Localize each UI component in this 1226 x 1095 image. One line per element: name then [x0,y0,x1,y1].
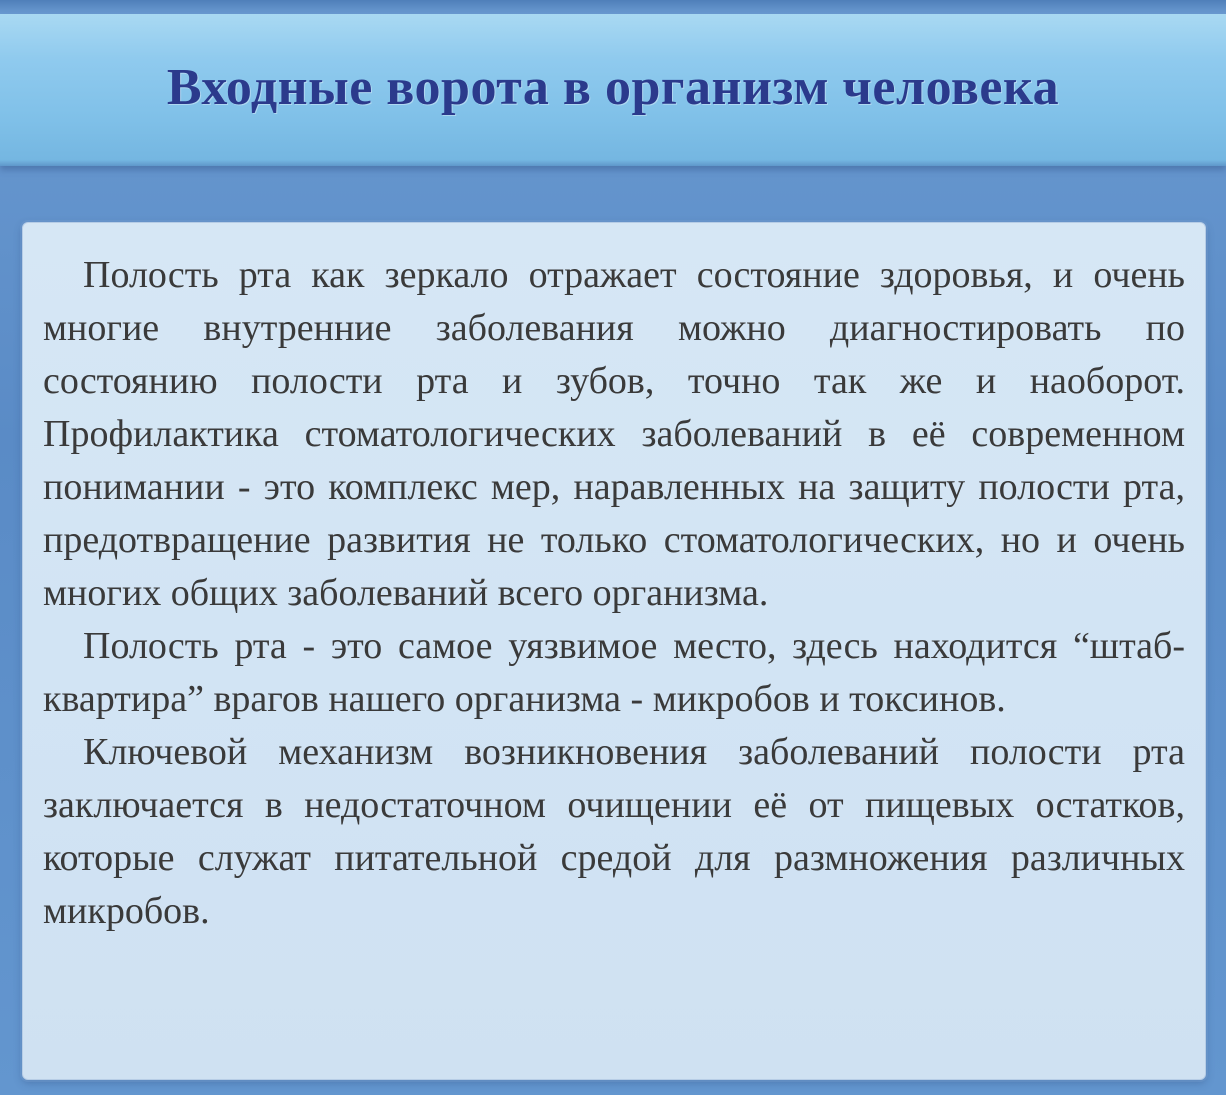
paragraph-3: Ключевой механизм возникновения заболеваний полости рта заключается в недостаточном очищении её от пищевых остатков, которые служат питательной средой для размножения различных микробов. [43,731,1185,932]
paragraph-1: Полость рта как зеркало отражает состояние здоровья, и очень многие внутренние заболевания можно диагностировать по состоянию полости рта и зубов, точно так же и наоборот. Профилактика стоматологических заболеваний в её современном понимании - это комплекс мер, наравленных на защиту полости рта, предотвращение развития не только стоматологических, но и очень многих общих заболеваний всего организма. [43,254,1185,614]
page-title: Входные ворота в организм человека [166,59,1060,116]
paragraph-2: Полость рта - это самое уязвимое место, здесь находится “штаб-квартира” врагов нашего организма - микробов и токсинов. [43,625,1185,720]
content-box [22,222,1206,1080]
top-strip [0,0,1226,14]
